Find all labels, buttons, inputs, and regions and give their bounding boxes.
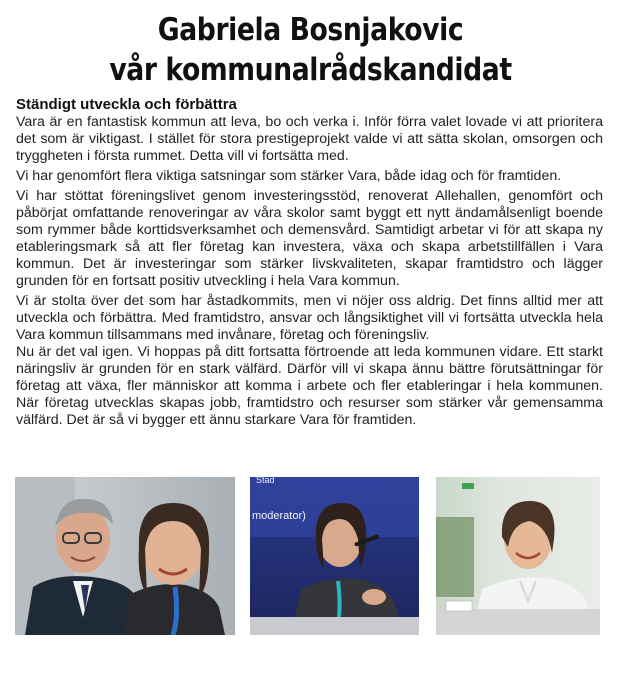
body-paragraph-4: Vi är stolta över det som har åstadkommits, men vi nöjer oss aldrig. Det finns alltid mer att utveckla och förbättra. Med framtidstro, ansvar och långsiktighet vill vi fortsätta utveckla hela Vara kommun tillsammans med invånare, företag och föreningsliv. bbox=[16, 293, 603, 343]
body-paragraph-2: Vi har genomfört flera viktiga satsningar som stärker Vara, både idag och för framtiden. bbox=[16, 168, 562, 184]
section-subheading: Ständigt utveckla och förbättra bbox=[16, 96, 237, 113]
article-body bbox=[16, 114, 603, 432]
photo-candidate-speaking bbox=[250, 477, 419, 635]
body-paragraph-5: Nu är det val igen. Vi hoppas på ditt fortsatta förtroende att leda kommunen vidare. Ett starkt näringsliv är grunden för en stark välfärd. Därför vill vi skapa ännu bättre förutsättningar för företag att växa, fler människor att komma i arbete och fler etableringar i hela kommunen. När företag utvecklas skapas jobb, framtidstro och resurser som stärker vår gemensamma välfärd. Det är så vi bygger ett ännu starkare Vara för framtiden. bbox=[16, 344, 603, 428]
article-headline bbox=[43, 10, 577, 90]
body-paragraph-1: Vara är en fantastisk kommun att leva, bo och verka i. Inför förra valet lovade vi att prioritera det som är viktigast. I stället för stora prestigeprojekt valde vi att sätta skolan, omsorgen och tryggheten i första rummet. Detta vill vi fortsätta med. bbox=[16, 114, 603, 164]
body-paragraph-3: Vi har stöttat föreningslivet genom investeringsstöd, renoverat Allehallen, genomfört och påbörjat omfattande renoveringar av våra skolor samt byggt ett nytt ändamålsenligt boende som rymmer både korttidsverksamhet och demensvård. Samtidigt arbetar vi för att skapa ny etableringsmark så att fler företag kan investera, växa och skapa arbetstillfällen i Vara kommun. Det är investeringar som stärker livskvaliteten, skapar framtidstro och lägger grunden för en fortsatt positiv utveckling i hela Vara kommun. bbox=[16, 188, 603, 289]
photo-screen-text-top: Stad bbox=[256, 477, 275, 485]
headline-line-2: vår kommunalrådskandidat bbox=[109, 52, 512, 88]
photo-candidate-portrait bbox=[436, 477, 600, 635]
photo-screen-caption: moderator) bbox=[252, 510, 306, 522]
headline-line-1: Gabriela Bosnjakovic bbox=[157, 12, 464, 48]
photo-candidate-with-colleague bbox=[15, 477, 235, 635]
